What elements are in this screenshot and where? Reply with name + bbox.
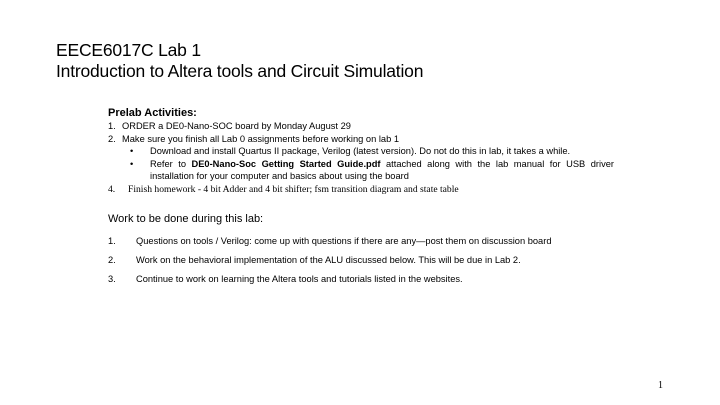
prelab-item-4-number: 4.: [108, 183, 116, 195]
prelab-item-4: [108, 183, 628, 196]
prelab-bullet-2-suffix: attached along with the lab manual for USB driver installation for your computer and basics about using the board: [150, 158, 615, 181]
work-section: [108, 212, 668, 292]
work-item-2-number: 2.: [108, 255, 116, 265]
prelab-heading: Prelab Activities:: [108, 107, 197, 119]
prelab-bullet-2-prefix: Refer to: [150, 158, 192, 169]
prelab-item-1-text: ORDER a DE0-Nano-SOC board by Monday August 29: [122, 121, 351, 131]
work-item-2-text: Work on the behavioral implementation of the ALU discussed below. This will be due in Lab 2.: [136, 255, 521, 265]
bullet-dot-icon: •: [130, 146, 134, 156]
prelab-item-1: [108, 120, 628, 133]
prelab-item-2-number: 2.: [108, 133, 116, 144]
work-item-1: [108, 235, 668, 254]
title-line-1: EECE6017C Lab 1: [56, 40, 201, 60]
slide-title: [56, 40, 676, 82]
prelab-item-2-text: Make sure you finish all Lab 0 assignments before working on lab 1: [122, 133, 399, 144]
title-line-2: Introduction to Altera tools and Circuit Simulation: [56, 61, 424, 81]
work-item-2: [108, 254, 668, 273]
prelab-bullet-1: [108, 145, 614, 158]
work-item-3-text: Continue to work on learning the Altera tools and tutorials listed in the websites.: [136, 274, 463, 284]
prelab-item-1-number: 1.: [108, 121, 116, 131]
prelab-item-2: [108, 133, 628, 146]
prelab-section: [108, 106, 628, 196]
prelab-item-4-text: Finish homework - 4 bit Adder and 4 bit shifter; fsm transition diagram and state table: [128, 183, 459, 195]
page-number: 1: [658, 380, 663, 391]
bullet-dot-icon: •: [130, 158, 134, 169]
work-item-1-text: Questions on tools / Verilog: come up with questions if there are any—post them on discussion board: [136, 236, 552, 246]
work-item-3-number: 3.: [108, 274, 116, 284]
work-item-1-number: 1.: [108, 236, 116, 246]
getting-started-guide-filename: DE0-Nano-Soc Getting Started Guide.pdf: [191, 158, 381, 169]
work-heading: Work to be done during this lab:: [108, 213, 264, 225]
work-item-3: [108, 273, 668, 292]
prelab-bullet-1-text: Download and install Quartus II package, Verilog (latest version). Do not do this in lab, it takes a while.: [150, 146, 571, 156]
prelab-bullet-2: [108, 158, 614, 183]
